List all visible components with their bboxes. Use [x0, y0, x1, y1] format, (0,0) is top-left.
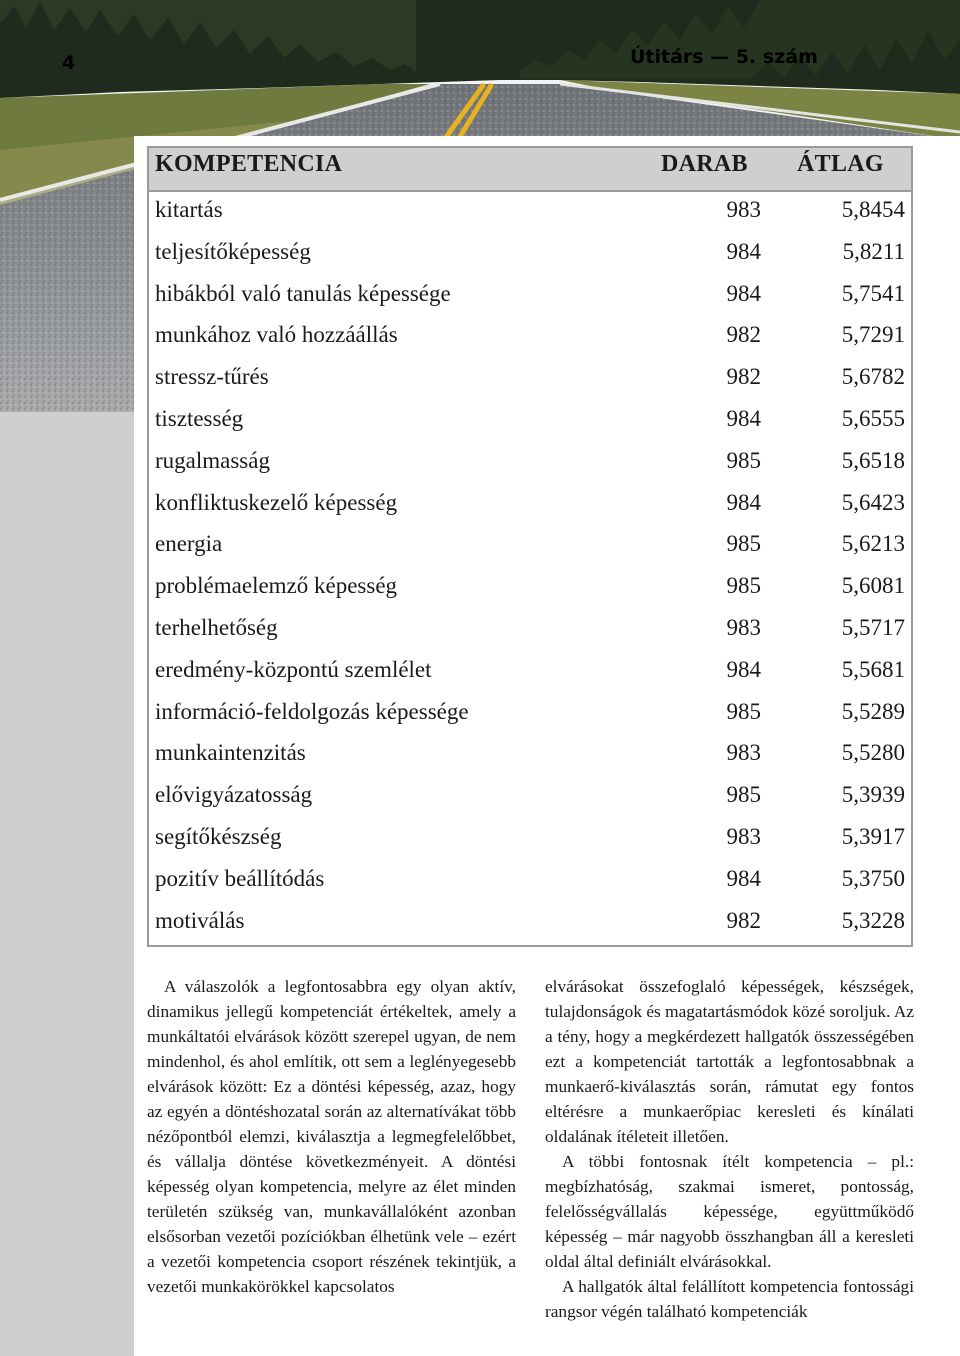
competence-name: stressz-tűrés — [155, 364, 269, 390]
response-count: 984 — [726, 405, 761, 431]
response-count: 984 — [726, 865, 761, 891]
table-row — [149, 317, 911, 359]
response-count: 985 — [726, 782, 761, 808]
competence-name: kitartás — [155, 197, 223, 222]
competence-table — [147, 146, 913, 947]
table-row — [149, 526, 911, 568]
average-score: 5,5289 — [841, 698, 905, 724]
table-row — [149, 234, 911, 276]
table-row — [149, 777, 911, 819]
competence-name: információ-feldolgozás képessége — [155, 698, 469, 724]
response-count: 984 — [726, 238, 761, 264]
table-row — [149, 819, 911, 861]
paragraph: A többi fontosnak ítélt kompetencia – pl.: megbízhatóság, szakmai ismeret, pontosság, felelősségvállalás képessége, együttműködő képesség – már nagyobb összhangban áll a keresleti oldal által definiált elvárásokkal. — [545, 1152, 914, 1271]
average-score: 5,5280 — [841, 740, 905, 766]
competence-name: energia — [155, 531, 223, 557]
table-row — [149, 610, 911, 652]
response-count: 983 — [726, 823, 761, 849]
page-number: 4 — [62, 52, 76, 74]
article-left-column — [147, 974, 516, 1299]
paragraph: elvárásokat összefoglaló képességek, készségek, tulajdonságok és magatartásmódok közé soroljuk. Az a tény, hogy a megkérdezett hallgatók összességében ezt a kompetenciát tartották a legfontosabbnak a munkaerő-kiválasztás során, rámutat egy fontos eltérésre a munkaerőpiac keresleti és kínálati oldalának ítéleteit illetően. — [545, 977, 914, 1146]
response-count: 985 — [726, 573, 761, 599]
competence-name: eredmény-központú szemlélet — [155, 656, 432, 682]
average-score: 5,6555 — [841, 405, 905, 431]
table-row — [149, 359, 911, 401]
table-header-row — [149, 148, 911, 192]
competence-name: terhelhetőség — [155, 614, 278, 640]
competence-name: teljesítőképesség — [155, 238, 311, 264]
average-score: 5,3939 — [841, 782, 905, 808]
response-count: 984 — [726, 489, 761, 515]
average-score: 5,5681 — [841, 656, 905, 682]
paragraph: A hallgatók által felállított kompetencia fontossági rangsor végén található kompetenciák — [545, 1277, 914, 1321]
table-row — [149, 568, 911, 610]
average-score: 5,8211 — [842, 238, 905, 264]
table-body — [149, 192, 911, 944]
competence-name: munkához való hozzáállás — [155, 322, 398, 348]
response-count: 982 — [726, 364, 761, 390]
response-count: 982 — [726, 322, 761, 348]
left-grey-band — [0, 412, 134, 1356]
competence-name: hibákból való tanulás képessége — [155, 280, 451, 306]
competence-name: elővigyázatosság — [155, 782, 313, 808]
competence-name: tisztesség — [155, 405, 244, 431]
average-score: 5,6782 — [841, 364, 905, 390]
response-count: 983 — [726, 740, 761, 766]
table-row — [149, 401, 911, 443]
competence-name: motiválás — [155, 907, 245, 933]
response-count: 983 — [726, 614, 761, 640]
header-average: ÁTLAG — [797, 151, 884, 177]
response-count: 985 — [726, 698, 761, 724]
table-row — [149, 861, 911, 903]
competence-name: segítőkészség — [155, 823, 282, 849]
table-row — [149, 443, 911, 485]
average-score: 5,8454 — [841, 197, 905, 222]
average-score: 5,6518 — [841, 447, 905, 473]
average-score: 5,7541 — [841, 280, 905, 306]
average-score: 5,6213 — [841, 531, 905, 557]
header-competence: KOMPETENCIA — [155, 151, 343, 177]
average-score: 5,3750 — [841, 865, 905, 891]
response-count: 985 — [726, 447, 761, 473]
table-row — [149, 192, 911, 234]
average-score: 5,7291 — [841, 322, 905, 348]
response-count: 983 — [726, 197, 761, 222]
average-score: 5,6423 — [841, 489, 905, 515]
response-count: 984 — [726, 656, 761, 682]
average-score: 5,3228 — [841, 907, 905, 933]
article-right-column — [545, 974, 914, 1324]
table-row — [149, 903, 911, 945]
table-row — [149, 652, 911, 694]
response-count: 984 — [726, 280, 761, 306]
paragraph: A válaszolók a legfontosabbra egy olyan aktív, dinamikus jellegű kompetenciát értékeltek, amely a munkáltatói elvárások között szerepel ugyan, de nem mindenhol, és ahol említik, ott sem a leglényegesebb elvárások között: Ez a döntési képesség, azaz, hogy az egyén a döntéshozatal során az alternatívákat több nézőpontból elemzi, kiválasztja a legmegfelelőbbet, és vállalja döntése következményeit. A döntési képesség olyan kompetencia, melyre az élet minden területén szükség van, munkavállalóként azonban elsősorban vezetői pozíciókban élhetünk vele – ezért a vezetői kompetencia csoport részének tekintjük, a vezetői munkakörökkel kapcsolatos — [147, 977, 516, 1296]
average-score: 5,5717 — [841, 614, 905, 640]
table-row — [149, 694, 911, 736]
response-count: 982 — [726, 907, 761, 933]
average-score: 5,3917 — [841, 823, 905, 849]
competence-name: konfliktuskezelő képesség — [155, 489, 398, 515]
response-count: 985 — [726, 531, 761, 557]
table-row — [149, 735, 911, 777]
competence-name: munkaintenzitás — [155, 740, 306, 766]
header-count: DARAB — [661, 151, 748, 177]
magazine-title: Útitárs — 5. szám — [630, 46, 818, 68]
competence-name: problémaelemző képesség — [155, 573, 398, 599]
table-row — [149, 276, 911, 318]
table-row — [149, 485, 911, 527]
competence-name: rugalmasság — [155, 447, 270, 473]
competence-name: pozitív beállítódás — [155, 865, 325, 891]
average-score: 5,6081 — [841, 573, 905, 599]
